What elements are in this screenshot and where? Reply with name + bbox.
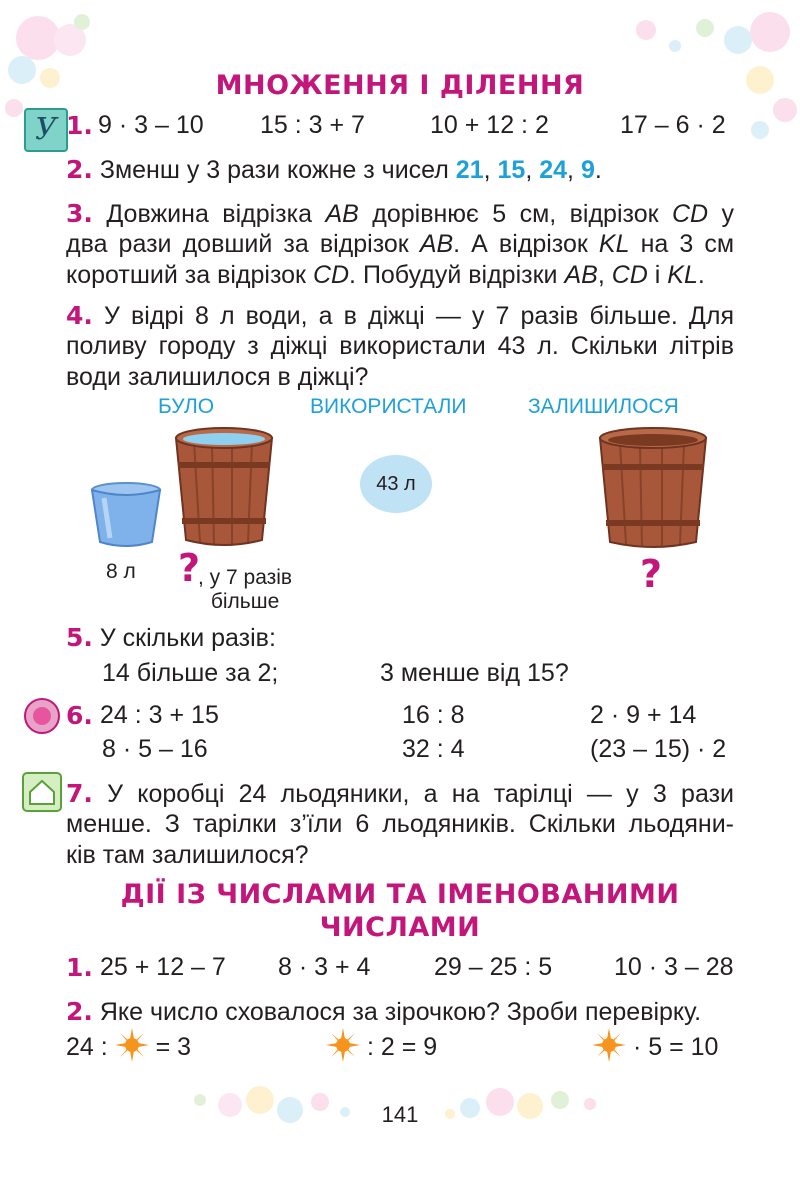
task-5 xyxy=(66,622,276,654)
text: · 5 = 10 xyxy=(632,1033,719,1061)
star-icon xyxy=(592,1028,626,1062)
expression: 9 · 3 – 10 xyxy=(98,111,204,139)
task-4-line-3: води залишилося в діжці? xyxy=(66,363,369,391)
s2-task-1 xyxy=(66,952,93,984)
question-mark: ? xyxy=(640,552,663,596)
task-number: 6. xyxy=(66,701,93,730)
task-number: 1. xyxy=(66,953,93,982)
task-text: Зменш у 3 рази кожне з чисел xyxy=(99,156,449,184)
separator: , xyxy=(483,156,498,184)
home-task-icon xyxy=(22,772,62,812)
task-number: 7. xyxy=(66,779,93,808)
text: і xyxy=(654,261,661,289)
segment-name: KL xyxy=(598,230,630,258)
text: . А відрізок xyxy=(453,230,588,258)
text: , xyxy=(597,261,605,289)
expression: 29 – 25 : 5 xyxy=(434,953,553,981)
bucket-icon xyxy=(86,478,166,550)
pair-work-icon xyxy=(24,698,60,734)
star-icon xyxy=(326,1028,360,1062)
label-was: БУЛО xyxy=(158,395,215,418)
text: У відрі 8 л води, а в діжці — у 7 разів більше. Для xyxy=(104,302,734,330)
task-4-line-2: поливу городу з діжці використали 43 л. Скільки літрів xyxy=(66,332,734,360)
number-highlight: 9 xyxy=(580,156,595,184)
text: коротший за відрізок xyxy=(66,261,306,289)
task-5-item: 14 більше за 2; xyxy=(102,659,279,687)
expression: 15 : 3 + 7 xyxy=(260,111,365,139)
segment-name: AB xyxy=(325,200,359,228)
title-line: ДІЇ ІЗ ЧИСЛАМИ ТА ІМЕНОВАНИМИ xyxy=(120,879,680,910)
text: = 3 xyxy=(155,1033,192,1061)
oral-task-badge-icon xyxy=(24,108,68,152)
task-number: 2. xyxy=(66,155,93,184)
page-number: 141 xyxy=(381,1102,419,1127)
caption-line: більше xyxy=(210,590,280,613)
task-number: 5. xyxy=(66,623,93,652)
task-7-line-3: ків там залишилося? xyxy=(66,841,309,869)
text: на 3 см xyxy=(640,230,735,258)
task-number: 2. xyxy=(66,997,93,1026)
empty-barrel-icon xyxy=(596,422,710,552)
task-6 xyxy=(66,700,93,732)
expression: 24 : 3 + 15 xyxy=(100,701,219,729)
section-title: МНОЖЕННЯ І ДІЛЕННЯ xyxy=(215,70,585,101)
task-3-line-2 xyxy=(66,229,734,260)
expression: 25 + 12 – 7 xyxy=(100,953,226,981)
expression: 16 : 8 xyxy=(402,701,465,729)
text: : 2 = 9 xyxy=(366,1033,438,1061)
segment-name: CD xyxy=(611,261,648,289)
separator: , xyxy=(567,156,581,184)
task-7-line-1 xyxy=(66,778,734,810)
task-4-line-1 xyxy=(66,300,734,332)
task-number: 1. xyxy=(66,111,93,140)
task-2 xyxy=(66,154,602,186)
used-amount-oval xyxy=(360,455,432,513)
number-highlight: 24 xyxy=(539,156,568,184)
text: два рази довший за відрізок xyxy=(66,230,409,258)
expression: (23 – 15) · 2 xyxy=(590,735,727,763)
text: . Побудуй відрізки xyxy=(349,261,558,289)
task-7-line-2: менше. З тарілки з’їли 6 льодяників. Скільки льодяни- xyxy=(66,810,734,838)
star-equation-1 xyxy=(66,1028,191,1063)
used-amount: 43 л xyxy=(376,473,416,495)
caption-line: , у 7 разів xyxy=(198,566,293,589)
separator: , xyxy=(525,156,540,184)
label-used: ВИКОРИСТАЛИ xyxy=(310,395,467,418)
segment-name: AB xyxy=(419,230,454,258)
star-equation-2 xyxy=(326,1028,437,1063)
text: У коробці 24 льодяники, а на тарілці — у 3 рази xyxy=(107,780,734,808)
barrel-caption xyxy=(198,566,292,614)
number-highlight: 21 xyxy=(455,156,484,184)
expression: 10 + 12 : 2 xyxy=(430,111,549,139)
task-3-line-3 xyxy=(66,260,705,291)
barrel-with-water-icon xyxy=(172,422,276,550)
text: у xyxy=(721,200,735,228)
task-3-line-1 xyxy=(66,198,734,230)
section-title-2 xyxy=(0,878,800,944)
text: 24 : xyxy=(66,1033,108,1061)
task-number: 4. xyxy=(66,301,93,330)
star-icon xyxy=(115,1028,149,1062)
number-highlight: 15 xyxy=(497,156,526,184)
question-mark: ? xyxy=(178,546,201,590)
text: Яке число сховалося за зірочкою? Зроби перевірку. xyxy=(99,998,702,1026)
bucket-amount: 8 л xyxy=(106,560,136,583)
text: У скільки разів: xyxy=(99,624,276,652)
text: . xyxy=(697,261,705,289)
segment-name: KL xyxy=(667,261,698,289)
badge-letter: У xyxy=(35,112,57,147)
task-5-item: 3 менше від 15? xyxy=(380,659,569,687)
task-number: 3. xyxy=(66,199,93,228)
text: Довжина відрізка xyxy=(106,200,313,228)
result-question xyxy=(640,552,662,596)
segment-name: CD xyxy=(671,200,709,228)
task-1 xyxy=(66,110,93,142)
text: дорівнює 5 см, відрізок xyxy=(372,200,659,228)
star-equation-3 xyxy=(592,1028,718,1063)
expression: 2 · 9 + 14 xyxy=(590,701,697,729)
title-line: ЧИСЛАМИ xyxy=(319,912,481,943)
s2-task-2 xyxy=(66,996,701,1028)
expression: 17 – 6 · 2 xyxy=(620,111,726,139)
expression: 32 : 4 xyxy=(402,735,465,763)
expression: 8 · 5 – 16 xyxy=(102,735,208,763)
period: . xyxy=(594,156,602,184)
segment-name: CD xyxy=(312,261,350,289)
expression: 10 · 3 – 28 xyxy=(614,953,734,981)
segment-name: AB xyxy=(564,261,598,289)
label-left: ЗАЛИШИЛОСЯ xyxy=(528,395,679,418)
expression: 8 · 3 + 4 xyxy=(278,953,371,981)
barrel-question xyxy=(178,546,200,590)
